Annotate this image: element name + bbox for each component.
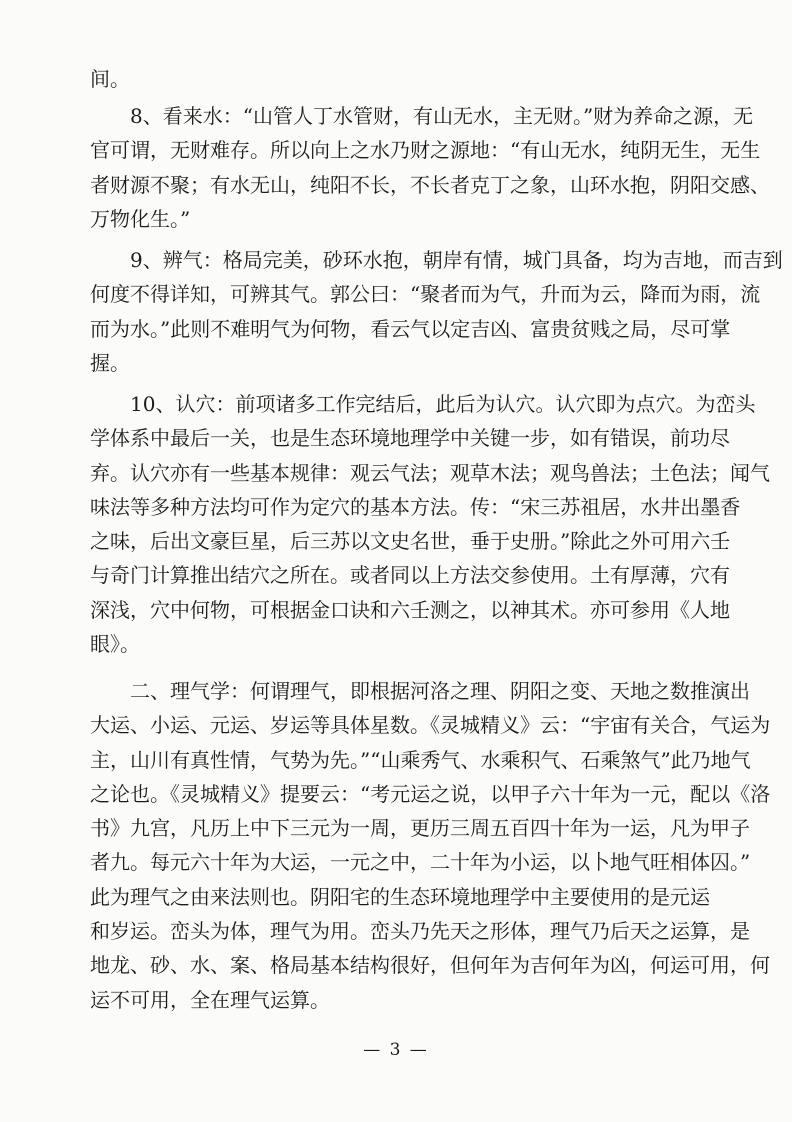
text-line: 之论也。《灵城精义》提要云：“考元运之说，以甲子六十年为一元，配以《洛 [90, 781, 771, 806]
text-line: 8、看来水：“山管人丁水管财，有山无水，主无财。”财为养命之源，无 [90, 104, 754, 128]
text-line: 10、认穴：前项诸多工作完结后，此后为认穴。认穴即为点穴。为峦头 [90, 392, 756, 416]
text-line: 深浅，穴中何物，可根据金口诀和六壬测之，以神其术。亦可参用《人地 [90, 597, 730, 622]
page-number: — 3 — [363, 1040, 429, 1060]
text-line: 者财源不聚；有水无山，纯阳不长，不长者克丁之象，山环水抱，阴阳交感、 [90, 172, 770, 197]
paragraph-acupoint [90, 387, 770, 661]
text-line: 眼》。 [90, 632, 140, 657]
paragraph-qi [90, 243, 783, 380]
text-line: 间。 [90, 67, 130, 91]
text-line: 之味，后出文豪巨星，后三苏以文史名世，垂于史册。”除此之外可用六壬 [90, 529, 731, 554]
text-line: 而为水。”此则不难明气为何物，看云气以定吉凶、富贵贫贱之局，尽可掌 [90, 316, 731, 341]
text-line: 9、辨气：格局完美，砂环水抱，朝岸有情，城门具备，均为吉地，而吉到 [90, 248, 783, 272]
paragraph-water [90, 99, 770, 236]
text-line: 大运、小运、元运、岁运等具体星数。《灵城精义》云：“宇宙有关合，气运为 [90, 713, 771, 738]
text-line: 味法等多种方法均可作为定穴的基本方法。传：“宋三苏祖居，水井出墨香 [90, 494, 741, 519]
paragraph-liqi [90, 674, 771, 1017]
text-line: 弃。认穴亦有一些基本规律：观云气法；观草木法；观鸟兽法；土色法；闻气 [90, 460, 770, 485]
text-line: 学体系中最后一关，也是生态环境地理学中关键一步，如有错误，前功尽 [90, 426, 730, 451]
text-line: 者九。每元六十年为大运，一元之中，二十年为小运，以卜地气旺相体囚。” [90, 850, 751, 875]
text-line: 官可谓，无财难存。所以向上之水乃财之源地：“有山无水，纯阴无生，无生 [90, 138, 761, 163]
text-line: 此为理气之由来法则也。阴阳宅的生态环境地理学中主要使用的是元运 [90, 884, 710, 909]
text-line: 与奇门计算推出结穴之所在。或者同以上方法交参使用。土有厚薄，穴有 [90, 563, 730, 588]
text-line: 和岁运。峦头为体，理气为用。峦头乃先天之形体，理气乃后天之运算，是 [90, 919, 750, 944]
paragraph-continuation [90, 62, 698, 96]
text-line: 万物化生。” [90, 206, 191, 231]
text-line: 握。 [90, 350, 130, 375]
text-line: 何度不得详知，可辨其气。郭公曰：“聚者而为气，升而为云，降而为雨，流 [90, 282, 761, 307]
text-line: 主，山川有真性情，气势为先。”“山乘秀气、水乘积气、石乘煞气”此乃地气 [90, 747, 751, 772]
text-line: 运不可用，全在理气运算。 [90, 987, 330, 1012]
text-line: 二、理气学：何谓理气，即根据河洛之理、阴阳之变、天地之数推演出 [90, 679, 750, 703]
text-line: 书》九宫，凡历上中下三元为一周，更历三周五百四十年为一运，凡为甲子 [90, 816, 750, 841]
text-line: 地龙、砂、水、案、格局基本结构很好，但何年为吉何年为凶，何运可用，何 [90, 953, 770, 978]
